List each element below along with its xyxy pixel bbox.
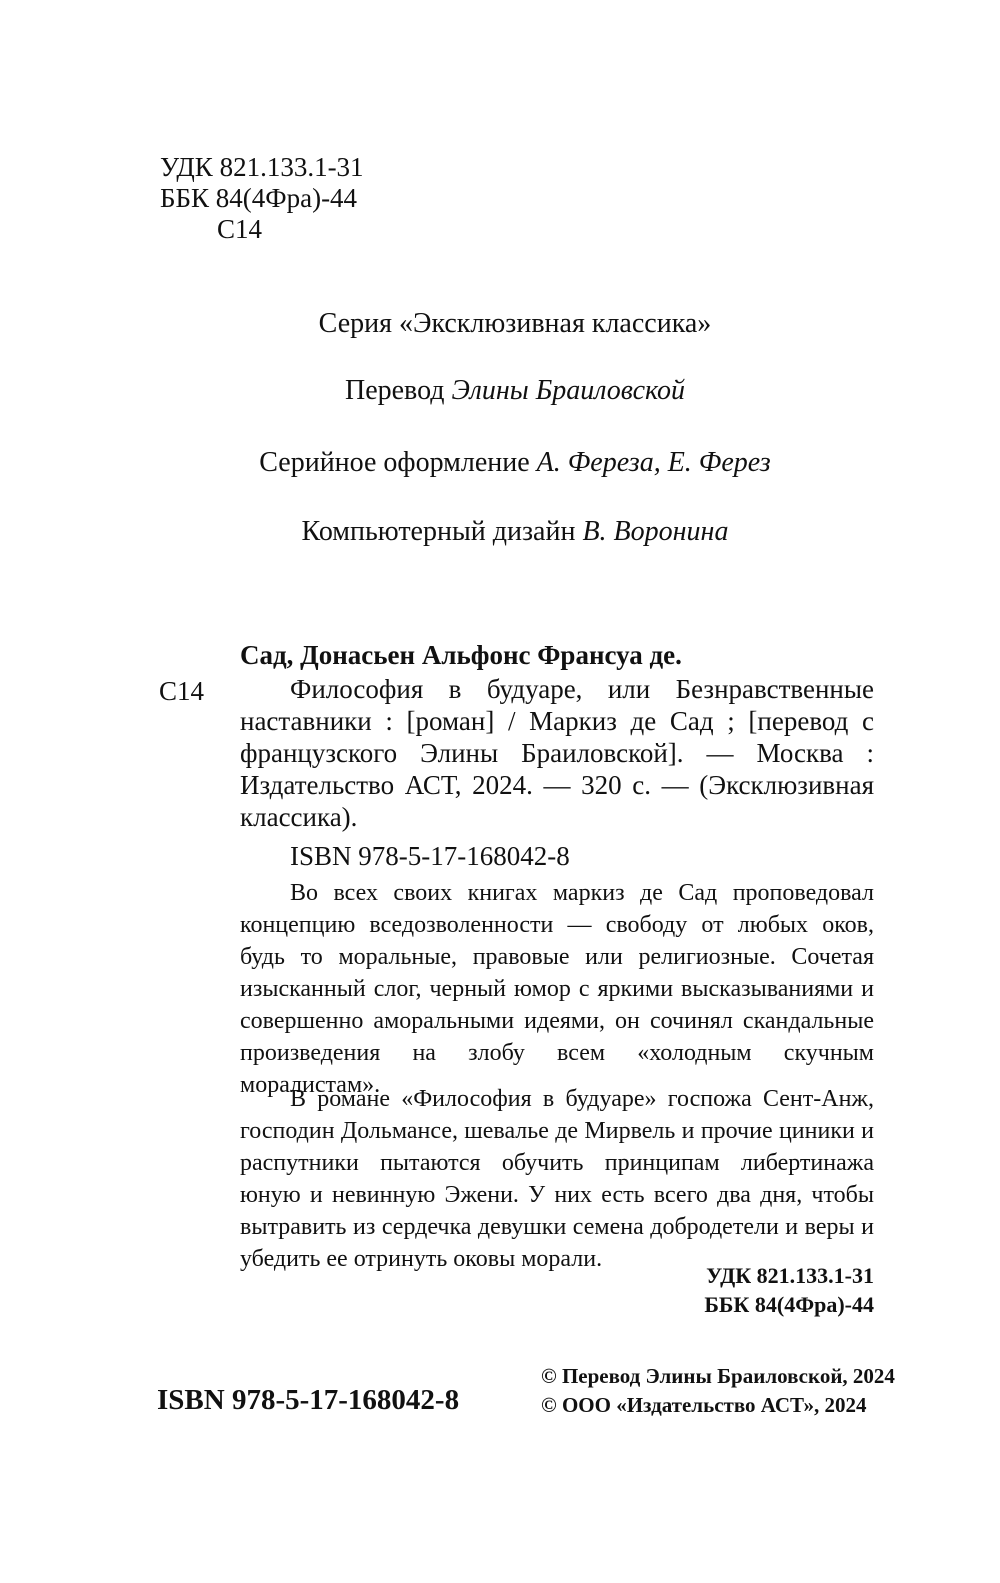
footer-bbk: ББК 84(4Фра)-44 [704,1292,874,1317]
computer-design-label: Компьютерный дизайн [301,516,576,547]
bbk-code: ББК 84(4Фра)-44 [160,183,358,213]
computer-designer-name: В. Воронина [582,516,729,547]
footer-udk: УДК 821.133.1-31 [706,1263,874,1288]
series-line: Серия «Эксклюзивная классика» [318,308,712,339]
copyright-publisher: © ООО «Издательство АСТ», 2024 [541,1393,867,1417]
annotation-paragraph-1 [240,877,874,1101]
bibliographic-isbn: ISBN 978-5-17-168042-8 [290,841,570,871]
translation-label: Перевод [344,375,445,406]
copyright-block [541,1362,895,1420]
translation-credit [0,374,1000,408]
copyright-translation: © Перевод Элины Браиловской, 2024 [541,1364,895,1388]
annotation-text-1: Во всех своих книгах маркиз де Сад проповедовал концепцию вседозволенности — свободу от любых оков, будь то моральные, правовые или религиозные. Сочетая изысканный слог, черный юмор с яркими высказываниями и совершенно аморальными идеями, он сочинял скандальные произведения на злобу всем «холодным скучным моралистам». [240,880,874,1098]
footer-isbn: ISBN 978-5-17-168042-8 [157,1384,460,1416]
udk-code: УДК 821.133.1-31 [160,152,364,182]
author-mark: С14 [217,214,263,244]
bibliographic-author-mark: С14 [159,676,205,706]
translator-name: Элины Браиловской [451,375,686,406]
computer-design-credit [0,515,1000,549]
classification-block [160,152,364,245]
designer-names: А. Фереза, Е. Ферез [536,447,771,478]
bibliographic-author: Сад, Донасьен Альфонс Франсуа де. [240,640,682,670]
footer-classification [600,1261,874,1319]
design-credit [0,446,1000,480]
annotation-paragraph-2 [240,1083,874,1275]
annotation-text-2: В романе «Философия в будуаре» госпожа Сент-Анж, господин Дольмансе, шевалье де Мирвель и прочие циники и распутники пытаются обучить принципам либертинажа юную и невинную Эжени. У них есть всего два дня, чтобы вытравить из сердечка девушки семена добродетели и веры и убедить ее отринуть оковы морали. [240,1086,874,1272]
bibliographic-description: Философия в будуаре, или Безнравственные наставники : [роман] / Маркиз де Сад ; [перевод с французского Элины Браиловской]. — Москва : Издательство АСТ, 2024. — 320 с. — (Эксклюзивная классика). [240,674,874,832]
design-label: Серийное оформление [259,447,530,478]
